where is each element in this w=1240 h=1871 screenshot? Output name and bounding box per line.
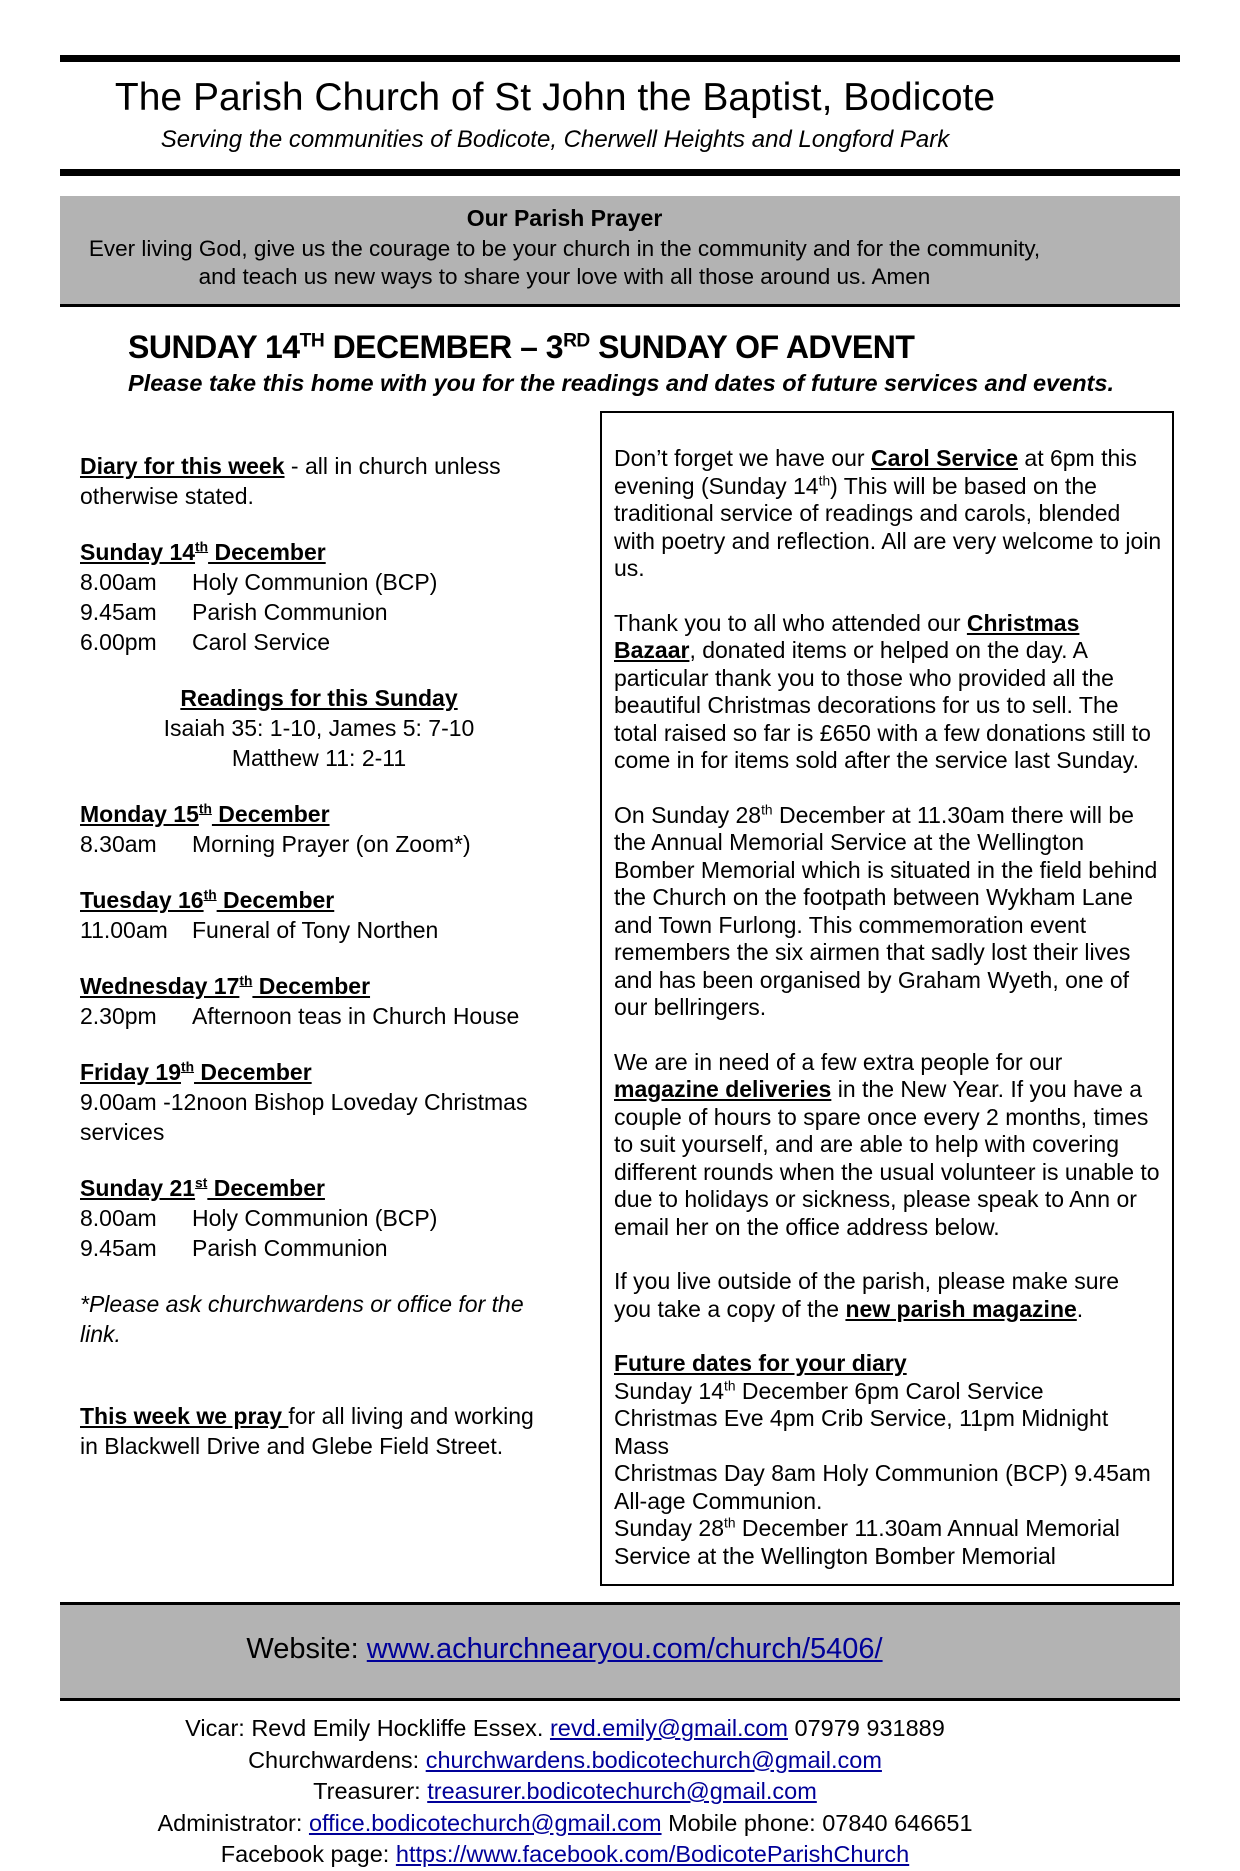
diary-column	[60, 411, 558, 1461]
future-date-line	[614, 1378, 1162, 1406]
text-segment: December	[208, 539, 326, 565]
text-segment: Christmas Bazaar	[614, 609, 1080, 663]
notice-paragraph	[614, 610, 1162, 775]
diary-entry	[80, 1233, 558, 1263]
text-segment: SUNDAY 14	[128, 329, 300, 365]
text-segment: RD	[563, 330, 590, 352]
text-segment: th	[723, 1377, 736, 1393]
reading-line	[80, 713, 558, 743]
text-segment: - all in church unless otherwise stated.	[80, 453, 501, 509]
text-segment: , donated items or helped on the day. A particular thank you to those who provided all the beautiful Christmas decorations for us to sell. The total raised so far is £650 with a few donations still to come in for items sold after the service last Sunday.	[614, 637, 1151, 773]
text-segment: December at 11.30am there will be the Annual Memorial Service at the Wellington Bomber Memorial which is situated in the field behind the Church on the footpath between Wykham Lane and Town Furlong. This commemoration event remembers the six airmen that sadly lost their lives and has been organised by Graham Wyeth, one of our bellringers.	[614, 801, 1158, 1020]
text-segment: Sunday 28	[614, 1515, 724, 1541]
text-segment: 8.00am	[80, 1205, 157, 1231]
text-segment: Friday 19	[80, 1059, 181, 1085]
website-band	[60, 1602, 1180, 1701]
two-column-section	[60, 411, 1180, 1586]
spacer	[80, 1147, 558, 1173]
text-segment: 9.00am -12noon Bishop Loveday Christmas services	[80, 1089, 528, 1145]
contact-line	[60, 1776, 1070, 1808]
diary-entry	[80, 829, 558, 859]
diary-entry	[80, 915, 558, 945]
text-segment: 2.30pm	[80, 1003, 157, 1029]
text-segment: DECEMBER – 3	[324, 329, 564, 365]
spacer	[614, 1022, 1162, 1049]
diary-entry	[80, 1087, 558, 1147]
spacer	[614, 583, 1162, 610]
text-segment: Holy Communion (BCP)	[192, 1205, 438, 1231]
text-segment: Future dates for your diary	[614, 1350, 907, 1376]
spacer	[80, 773, 558, 799]
text-segment: SUNDAY OF ADVENT	[589, 329, 915, 365]
website-label: Website:	[246, 1633, 367, 1665]
text-segment: Wednesday 17	[80, 973, 240, 999]
diary-entry	[80, 1001, 558, 1031]
future-dates-heading	[614, 1350, 1162, 1378]
text-segment: Mobile phone: 07840 646651	[661, 1809, 973, 1836]
text-segment: th	[818, 472, 831, 488]
text-segment: magazine deliveries	[614, 1076, 832, 1102]
parish-prayer-band	[60, 196, 1180, 307]
contact-line	[60, 1713, 1070, 1745]
spacer	[80, 657, 558, 683]
text-segment: in the New Year. If you have a couple of hours to spare once every 2 months, times to suit yourself, and are able to help with covering different rounds when the usual volunteer is unable to due to holidays or sickness, please speak to Ann or email her on the office address below.	[614, 1076, 1160, 1240]
text-segment: December	[194, 1059, 312, 1085]
spacer	[614, 1323, 1162, 1350]
text-segment: Sunday 14	[614, 1377, 724, 1404]
treasurer-email-link[interactable]: treasurer.bodicotechurch@gmail.com	[427, 1778, 817, 1804]
text-segment: 8.00am	[80, 569, 157, 595]
text-segment: This week we pray	[80, 1403, 289, 1429]
text-segment: at 6pm this evening (Sunday 14	[614, 445, 1137, 499]
spacer	[80, 1031, 558, 1057]
text-segment: Tuesday 16	[80, 887, 204, 913]
text-segment: th	[181, 1059, 195, 1075]
advent-heading	[128, 329, 1180, 366]
text-segment: Isaiah 35: 1-10, James 5: 7-10	[163, 715, 475, 741]
future-date-line	[614, 1405, 1162, 1460]
diary-intro	[80, 451, 558, 511]
text-segment: 6.00pm	[80, 629, 157, 655]
reading-line	[80, 743, 558, 773]
prayer-body: Ever living God, give us the courage to be your church in the community and for the community, and teach us new ways to share your love with all those around us. Amen	[88, 236, 1041, 289]
advent-subtitle: Please take this home with you for the readings and dates of future services and events.	[128, 370, 1114, 396]
vicar-email-link[interactable]: revd.emily@gmail.com	[549, 1715, 788, 1741]
text-segment: Vicar: Revd Emily Hockliffe Essex.	[185, 1715, 550, 1741]
text-segment: Diary for this week	[80, 453, 285, 479]
diary-entry	[80, 627, 558, 657]
text-segment: 9.45am	[80, 1235, 157, 1261]
text-segment: Christmas Eve 4pm Crib Service, 11pm Midnight Mass	[614, 1405, 1109, 1459]
text-segment: December 6pm Carol Service	[735, 1377, 1044, 1404]
text-segment: Parish Communion	[192, 1235, 388, 1261]
spacer	[614, 775, 1162, 802]
text-segment: th	[761, 801, 773, 817]
spacer	[80, 1263, 558, 1289]
text-segment: If you live outside of the parish, please make sure you take a copy of the	[614, 1268, 1120, 1322]
website-link[interactable]: www.achurchnearyou.com/church/5406/	[366, 1633, 883, 1665]
text-segment: Treasurer:	[313, 1778, 428, 1804]
spacer	[80, 1349, 558, 1375]
notice-paragraph	[614, 1049, 1162, 1242]
diary-day-heading	[80, 537, 558, 567]
future-date-line	[614, 1515, 1162, 1570]
text-segment: We are in need of a few extra people for our	[614, 1048, 1063, 1075]
text-segment: Afternoon teas in Church House	[192, 1003, 520, 1029]
text-segment: Churchwardens:	[248, 1746, 426, 1773]
prayer-heading: Our Parish Prayer	[466, 205, 663, 231]
text-segment: Parish Communion	[192, 599, 388, 625]
text-segment: th	[203, 887, 217, 903]
future-date-line	[614, 1460, 1162, 1515]
text-segment: 8.30am	[80, 831, 157, 857]
notice-paragraph	[614, 445, 1162, 583]
administrator-email-link[interactable]: office.bodicotechurch@gmail.com	[308, 1809, 662, 1836]
contact-line	[60, 1745, 1070, 1777]
contacts-block	[60, 1713, 1070, 1871]
text-segment: 11.00am	[80, 917, 168, 943]
text-segment: th	[239, 973, 253, 989]
text-segment: December	[216, 887, 335, 913]
text-segment: Don’t forget we have our	[614, 445, 871, 471]
divider-rule	[60, 169, 1180, 176]
text-segment: st	[195, 1175, 208, 1191]
text-segment: On Sunday 28	[614, 801, 762, 828]
notice-paragraph	[614, 802, 1162, 1022]
churchwardens-email-link[interactable]: churchwardens.bodicotechurch@gmail.com	[425, 1746, 882, 1773]
text-segment: 07979 931889	[788, 1715, 945, 1741]
facebook-page-link[interactable]: https://www.facebook.com/BodicoteParishChurch	[395, 1841, 910, 1867]
text-segment: .	[1076, 1295, 1084, 1322]
contact-line	[60, 1839, 1070, 1871]
text-segment: Monday 15	[80, 801, 199, 827]
diary-entry	[80, 1203, 558, 1233]
text-segment: th	[195, 539, 209, 555]
diary-day-heading	[80, 971, 558, 1001]
text-segment: new parish magazine	[845, 1295, 1077, 1322]
diary-day-heading	[80, 1173, 558, 1203]
zoom-link-note	[80, 1289, 558, 1349]
website-line	[72, 1633, 1057, 1666]
text-segment: Sunday 21	[80, 1175, 196, 1201]
readings-heading	[80, 683, 558, 713]
notices-box	[600, 411, 1174, 1586]
text-segment: December 11.30am Annual Memorial Service at the Wellington Bomber Memorial	[614, 1515, 1120, 1569]
diary-day-heading	[80, 1057, 558, 1087]
page-title: The Parish Church of St John the Baptist, Bodicote	[114, 76, 996, 119]
text-segment: December	[211, 801, 330, 827]
text-segment: December	[252, 973, 371, 999]
text-segment: Holy Communion (BCP)	[192, 569, 438, 595]
text-segment: th	[723, 1515, 736, 1531]
contact-line	[60, 1808, 1070, 1840]
text-segment: th	[198, 801, 212, 817]
top-rule	[60, 55, 1180, 62]
notice-paragraph	[614, 1268, 1162, 1323]
text-segment: Administrator:	[157, 1809, 309, 1836]
text-segment: Readings for this Sunday	[180, 685, 458, 711]
text-segment: Facebook page:	[220, 1841, 396, 1867]
text-segment: Carol Service	[192, 629, 331, 655]
text-segment: Matthew 11: 2-11	[231, 745, 407, 771]
newsletter-page	[60, 55, 1180, 1871]
text-segment: 9.45am	[80, 599, 157, 625]
text-segment: for all living and working in Blackwell Drive and Glebe Field Street.	[80, 1403, 534, 1459]
spacer	[80, 1375, 558, 1401]
spacer	[80, 859, 558, 885]
text-segment: Carol Service	[870, 445, 1019, 471]
diary-entry	[80, 567, 558, 597]
text-segment: Morning Prayer (on Zoom*)	[192, 831, 471, 857]
spacer	[80, 945, 558, 971]
text-segment: Sunday 14	[80, 539, 196, 565]
page-subtitle: Serving the communities of Bodicote, Cherwell Heights and Longford Park	[160, 126, 950, 153]
diary-entry	[80, 597, 558, 627]
text-segment: ) This will be based on the traditional service of readings and carols, blended with poetry and reflection. All are very welcome to join us.	[614, 472, 1162, 581]
weekly-prayer	[80, 1401, 558, 1461]
diary-day-heading	[80, 799, 558, 829]
spacer	[80, 511, 558, 537]
diary-day-heading	[80, 885, 558, 915]
text-segment: Christmas Day 8am Holy Communion (BCP) 9.45am All-age Communion.	[614, 1460, 1151, 1514]
text-segment: Funeral of Tony Northen	[192, 917, 439, 943]
text-segment: *Please ask churchwardens or office for the link.	[80, 1291, 524, 1347]
text-segment: December	[207, 1175, 325, 1201]
text-segment: Thank you to all who attended our	[614, 609, 967, 636]
text-segment: TH	[299, 330, 325, 352]
spacer	[614, 1241, 1162, 1268]
